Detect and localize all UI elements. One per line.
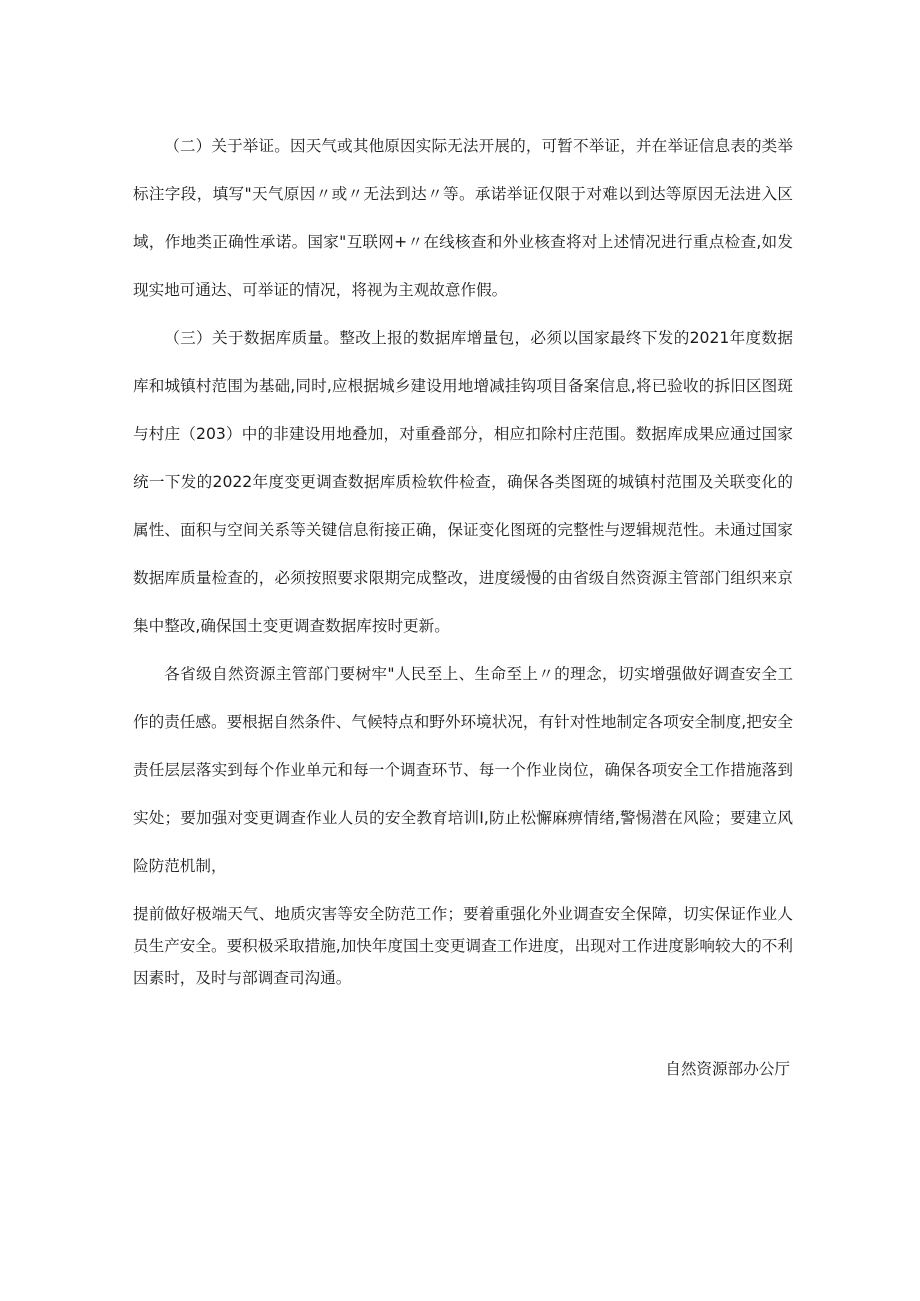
paragraph-evidence: （二）关于举证。因天气或其他原因实际无法开展的，可暂不举证，并在举证信息表的类举标注字段，填写"天气原因〃或〃无法到达〃等。承诺举证仅限于对难以到达等原因无法进入区域，作地类正确性承诺。国家"互联网+〃在线核查和外业核查将对上述情况进行重点检查,如发现实地可通达、可举证的情况，将视为主观故意作假。 <box>133 137 793 299</box>
paragraph-database-quality: （三）关于数据库质量。整改上报的数据库增量包，必须以国家最终下发的2021年度数据库和城镇村范围为基础,同时,应根据城乡建设用地增减挂钩项目备案信息,将已验收的拆旧区图斑与村庄（203）中的非建设用地叠加，对重叠部分，相应扣除村庄范围。数据库成果应通过国家统一下发的2022年度变更调查数据库质检软件检查，确保各类图斑的城镇村范围及关联变化的属性、面积与空间关系等关键信息衔接正确，保证变化图斑的完整性与逻辑规范性。未通过国家数据库质量检查的，必须按照要求限期完成整改，进度缓慢的由省级自然资源主管部门组织来京集中整改,确保国土变更调查数据库按时更新。 <box>133 329 793 635</box>
paragraph-safety: 各省级自然资源主管部门要树牢"人民至上、生命至上〃的理念，切实增强做好调查安全工作的责任感。要根据自然条件、气候特点和野外环境状况，有针对性地制定各项安全制度,把安全责任层层落实到每个作业单元和每一个调查环节、每一个作业岗位，确保各项安全工作措施落到实处；要加强对变更调查作业人员的安全教育培训I,防止松懈麻痹情绪,警惕潜在风险；要建立风险防范机制， <box>133 665 793 875</box>
paragraph-safety-continued: 提前做好极端天气、地质灾害等安全防范工作；要着重强化外业调查安全保障，切实保证作业人员生产安全。要积极采取措施,加快年度国土变更调查工作进度，出现对工作进度影响较大的不利因素时，及时与部调查司沟通。 <box>133 905 793 987</box>
signature-issuer: 自然资源部办公厅 <box>665 1060 790 1078</box>
